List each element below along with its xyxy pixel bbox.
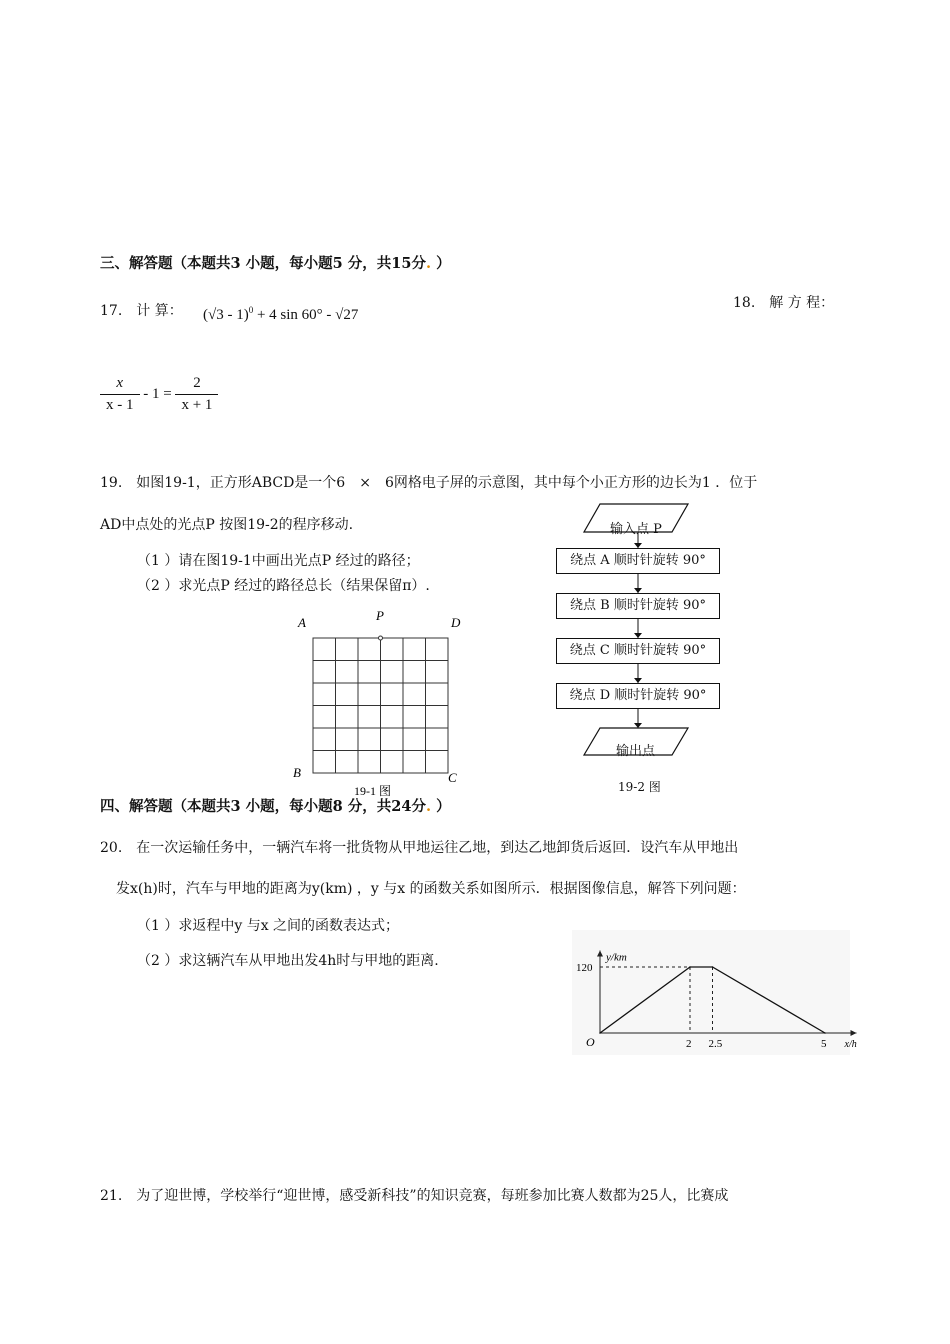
y-tick-120: 120 <box>576 962 593 974</box>
q19-sub1: （1 ）请在图19-1中画出光点P 经过的路径； <box>137 553 420 569</box>
q17-expr-part1: (√3 - 1) <box>203 307 249 323</box>
x-axis-label: x/h <box>844 1039 857 1050</box>
section-3-title-end: ） <box>431 255 451 272</box>
y-axis-label: y/km <box>606 951 627 964</box>
q18-frac-right-den: x + 1 <box>181 397 213 413</box>
x-tick-0: 2 <box>686 1038 692 1050</box>
section-4-title-dot: . <box>425 798 432 815</box>
label-p: P <box>376 608 384 623</box>
flowchart-step-d: 绕点 D 顺时针旋转 90° <box>556 683 720 709</box>
section-3-title: 三、解答题（本题共3 小题，每小题5 分，共15分 <box>100 255 426 272</box>
q17-expr-part2: + 4 sin 60° - √27 <box>253 307 359 323</box>
figure-19-2-caption: 19-2 图 <box>618 780 661 794</box>
flowchart-step-c: 绕点 C 顺时针旋转 90° <box>556 638 720 664</box>
label-b: B <box>293 765 301 780</box>
q17-expression <box>203 305 358 324</box>
x-tick-1: 2.5 <box>708 1038 723 1050</box>
q19-sub2: （2 ）求光点P 经过的路径总长（结果保留π）. <box>137 578 430 594</box>
q18-frac-right-num: 2 <box>175 375 218 395</box>
label-c: C <box>448 770 457 785</box>
q19-line1: 19. 如图19-1，正方形ABCD是一个6 × 6网格电子屏的示意图，其中每个小正方形的边长为1 ．位于 <box>100 475 758 491</box>
x-tick-2: 5 <box>821 1038 827 1050</box>
flowchart-step-a: 绕点 A 顺时针旋转 90° <box>556 548 720 574</box>
flowchart-output-label: 输出点 <box>616 744 656 759</box>
figure-19-1 <box>288 605 468 800</box>
q19-line2: AD中点处的光点P 按图19-2的程序移动. <box>100 517 354 533</box>
figure-19-1-caption: 19-1 图 <box>354 784 391 798</box>
q20-sub1: （1 ）求返程中y 与x 之间的函数表达式； <box>137 918 400 934</box>
section-3-heading <box>100 252 451 273</box>
section-4-heading <box>100 795 451 816</box>
q18-frac-right <box>175 375 218 414</box>
section-4-title: 四、解答题（本题共3 小题，每小题8 分，共24分 <box>100 798 426 815</box>
grid-lines <box>313 638 448 773</box>
q17-label: 17. 计 算： <box>100 303 183 319</box>
flowchart-step-b: 绕点 B 顺时针旋转 90° <box>556 593 720 619</box>
flowchart-input-label: 输入点 P <box>610 522 662 537</box>
data-point-2 <box>712 966 714 968</box>
q20-line1: 20. 在一次运输任务中，一辆汽车将一批货物从甲地运往乙地，到达乙地卸货后返回．设汽车从甲地出 <box>100 840 739 856</box>
point-p-marker <box>379 636 383 640</box>
q18-label: 18. 解 方 程： <box>733 295 835 311</box>
data-point-3 <box>824 1032 826 1034</box>
q18-frac-left-den: x - 1 <box>106 397 134 413</box>
q18-equation <box>100 375 218 414</box>
q20-line2: 发x(h)时，汽车与甲地的距离为y(km) ，y 与x 的函数关系如图所示．根据图像信息，解答下列问题： <box>116 881 746 897</box>
origin-label: O <box>586 1035 595 1049</box>
q18-frac-left <box>100 375 140 414</box>
section-4-title-end: ） <box>431 798 451 815</box>
section-3-title-dot: . <box>425 255 432 272</box>
data-point-0 <box>599 1032 601 1034</box>
q20-sub2: （2 ）求这辆汽车从甲地出发4h时与甲地的距离. <box>137 953 439 969</box>
data-point-1 <box>689 966 691 968</box>
distance-time-chart <box>572 930 857 1055</box>
q18-middle: - 1 = <box>139 385 176 402</box>
q18-frac-left-num: x <box>100 375 140 395</box>
chart-background <box>572 930 850 1055</box>
x-axis-arrow <box>851 1030 857 1036</box>
label-a: A <box>298 615 306 630</box>
q17-expr-sup: 0 <box>248 305 254 315</box>
q21-line1: 21. 为了迎世博，学校举行“迎世博，感受新科技”的知识竞赛，每班参加比赛人数都为25人，比赛成 <box>100 1188 729 1204</box>
label-d: D <box>451 615 461 630</box>
